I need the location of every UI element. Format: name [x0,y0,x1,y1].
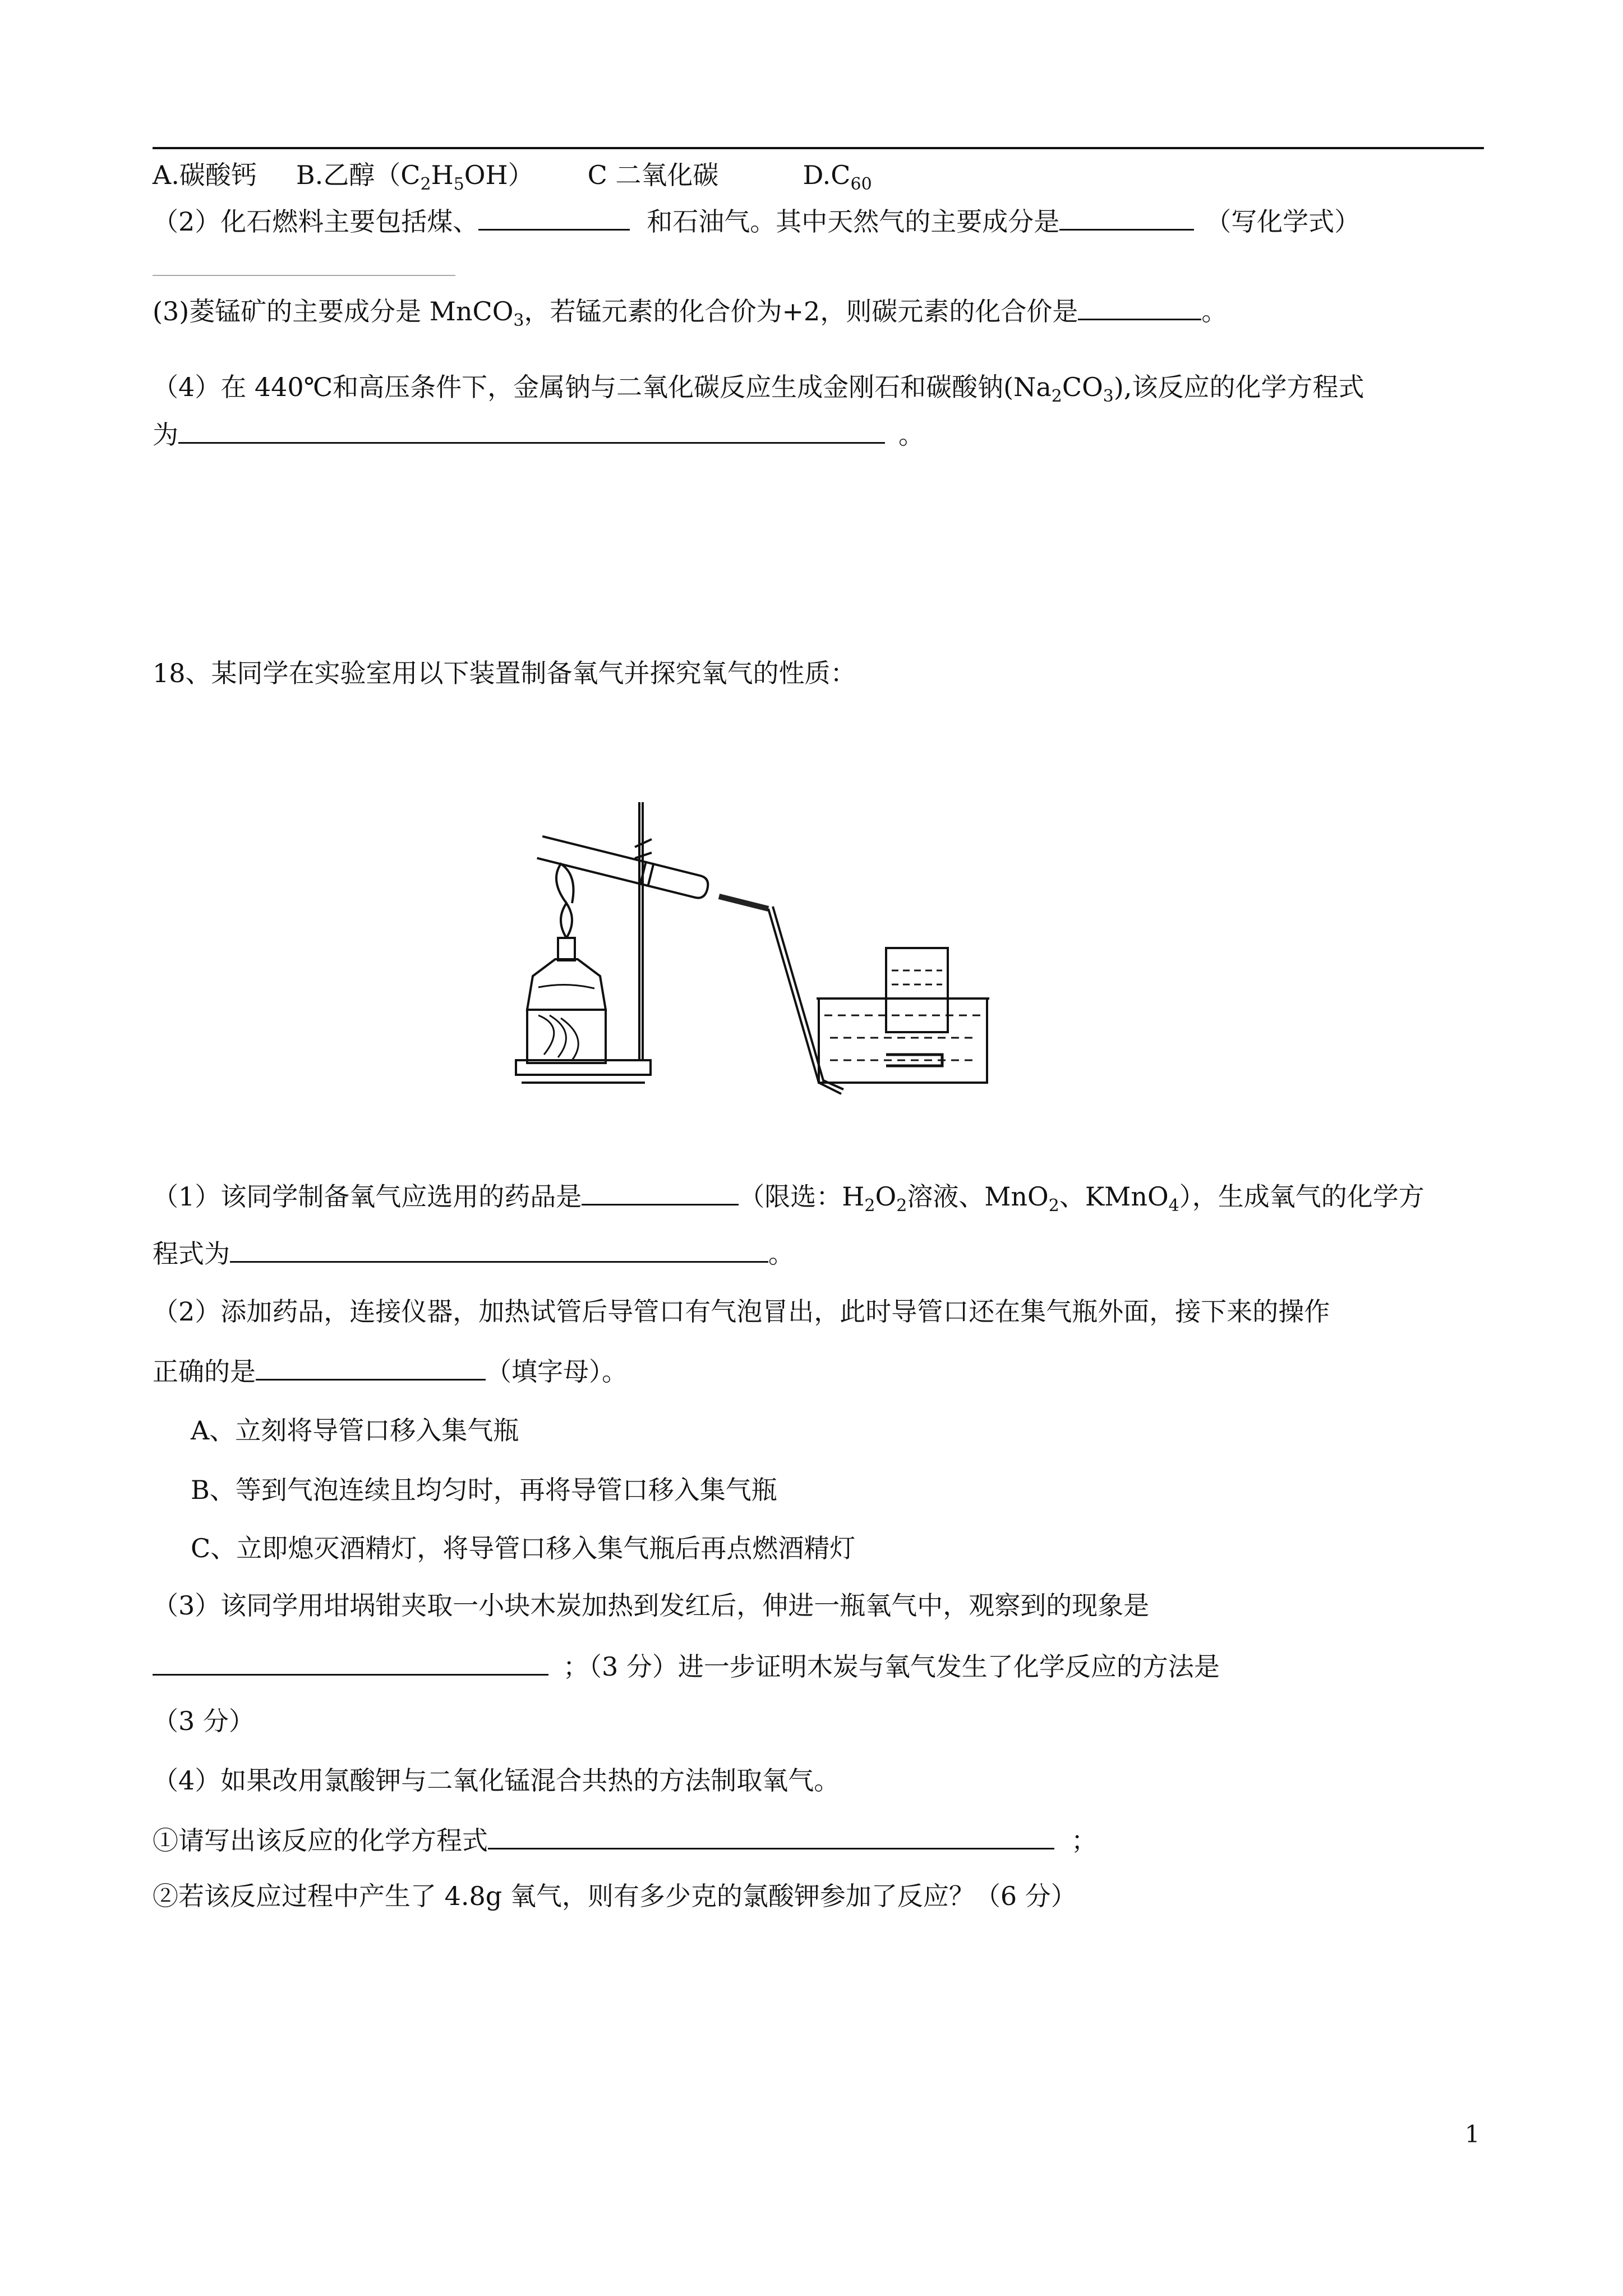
option-d: $D.C_{60}$ [803,160,872,194]
q18-part3-line3: （3 分） [153,1706,255,1736]
flame [561,903,572,938]
water-trough [819,999,987,1083]
answer-blank[interactable] [1059,202,1194,231]
page-number: 1 [1465,2120,1480,2148]
answer-blank[interactable] [230,1234,768,1263]
q17-part2: （2）化石燃料主要包括煤、 和石油气。其中天然气的主要成分是 （写化学式） [153,202,1360,238]
continuation-rule [153,275,455,276]
q17-part4-line2: 为 。 [153,415,924,452]
q17-part4-line1: （4）在 440℃和高压条件下，金属钠与二氧化碳反应生成金刚石和碳酸钠$(Na_2CO_3)$,该反应的化学方程式 [153,372,1364,406]
gas-collecting-bottle [886,948,948,1032]
option-c: C 二氧化碳 [587,160,719,190]
answer-blank[interactable] [153,1647,548,1676]
q18-part4-line2: ①请写出该反应的化学方程式 ； [153,1821,1097,1857]
answer-blank[interactable] [256,1352,486,1381]
answer-blank[interactable] [178,415,885,444]
option-a: A.碳酸钙 [153,160,257,190]
q18-part1-line2: 程式为 。 [153,1234,794,1271]
answer-blank[interactable] [1078,292,1201,320]
rubber-tube [719,896,768,909]
test-tube [537,835,710,901]
option-b: B.乙醇$(C_2H_5OH)$ [296,160,534,194]
q18-option-a: A、立刻将导管口移入集气瓶 [191,1415,519,1446]
q18-part3-line2: ；（3 分）进一步证明木炭与氧气发生了化学反应的方法是 [153,1647,1220,1683]
q18-part2-line1: （2）添加药品，连接仪器，加热试管后导管口有气泡冒出，此时导管口还在集气瓶外面，接下来的操作 [153,1296,1330,1327]
q18-option-c: C、立即熄灭酒精灯，将导管口移入集气瓶后再点燃酒精灯 [191,1533,856,1563]
answer-blank[interactable] [478,202,630,231]
q18-title: 18、某同学在实验室用以下装置制备氧气并探究氧气的性质： [153,658,856,688]
q18-part4-line3: ②若该反应过程中产生了 4.8g 氧气，则有多少克的氯酸钾参加了反应？（6 分） [153,1881,1077,1911]
q18-part3-line1: （3）该同学用坩埚钳夹取一小块木炭加热到发红后，伸进一瓶氧气中，观察到的现象是 [153,1590,1150,1621]
oxygen-apparatus-figure [505,791,1066,1105]
q18-part1-line1: （1）该同学制备氧气应选用的药品是 （限选：$H_2O_2$溶液、MnO$_2$、KMnO$_4$），生成氧气的化学方 [153,1177,1424,1223]
answer-blank[interactable] [582,1177,739,1205]
answer-blank[interactable] [488,1821,1054,1849]
header-rule [153,147,1484,149]
q18-option-b: B、等到气泡连续且均匀时，再将导管口移入集气瓶 [191,1475,777,1505]
q17-options [153,158,872,201]
q18-part2-line2: 正确的是 （填字母）。 [153,1352,628,1388]
q17-part3: (3)菱锰矿的主要成分是 MnCO$_3$，若锰元素的化合价为+2，则碳元素的化合价是 。 [153,292,1227,338]
q18-part4-line1: （4）如果改用氯酸钾与二氧化锰混合共热的方法制取氧气。 [153,1765,840,1796]
